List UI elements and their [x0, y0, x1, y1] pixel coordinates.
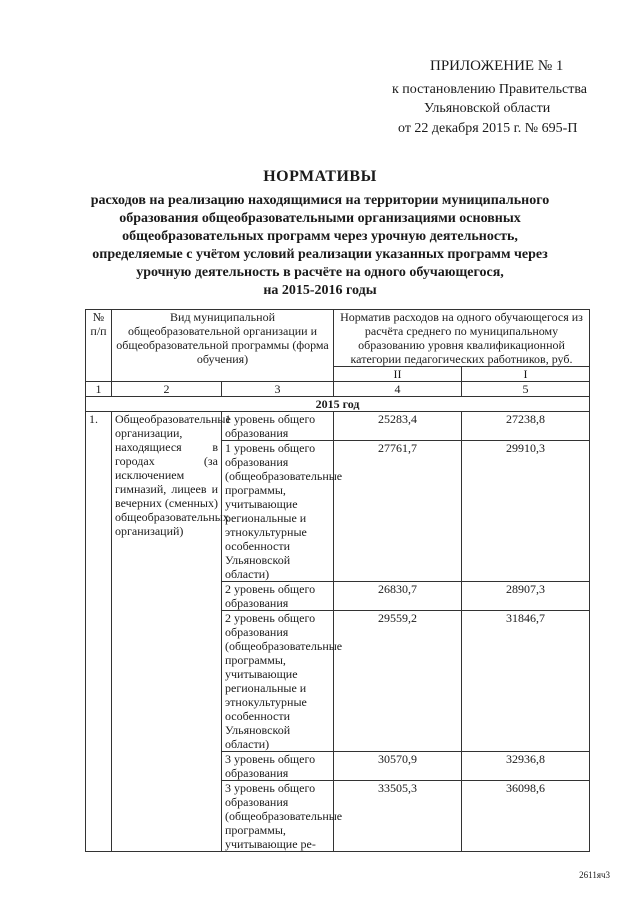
- value-cat1: 27238,8: [462, 412, 590, 441]
- col-index: 4: [334, 382, 462, 397]
- title-line-2: образования общеобразовательными организациями основных: [119, 211, 521, 226]
- resolution-date: от 22 декабря 2015 г. № 695-П: [398, 121, 578, 136]
- col-header-norm: Норматив расходов на одного обучающегося из расчёта среднего по муниципальному образованию уровня квалификационной категории педагогических работников, руб.: [334, 310, 590, 367]
- col-header-category-2: II: [334, 367, 462, 382]
- title-line-3: общеобразовательных программ через урочную деятельность,: [122, 229, 518, 244]
- document-title: НОРМАТИВЫ: [263, 168, 377, 185]
- year-row: 2015 год: [86, 397, 590, 412]
- value-cat2: 33505,3: [334, 781, 462, 852]
- title-line-4: определяемые с учётом условий реализации указанных программ через: [92, 247, 548, 262]
- program-cell: 3 уровень общего образования: [222, 752, 334, 781]
- col-header-category-1: I: [462, 367, 590, 382]
- value-cat2: 30570,9: [334, 752, 462, 781]
- org-type: Общеобразовательные организации, находящиеся в городах (за исключением гимназий, лицеев и вечерних (сменных) общеобразовательных организаций): [112, 412, 222, 852]
- value-cat1: 32936,8: [462, 752, 590, 781]
- value-cat1: 28907,3: [462, 582, 590, 611]
- document-code: 2611яч3: [579, 870, 610, 880]
- resolution-label: к постановлению Правительства: [392, 82, 588, 97]
- title-line-5: урочную деятельность в расчёте на одного обучающегося,: [136, 265, 504, 280]
- col-index: 3: [222, 382, 334, 397]
- col-index: 1: [86, 382, 112, 397]
- value-cat2: 25283,4: [334, 412, 462, 441]
- row-number: 1.: [86, 412, 112, 852]
- appendix-label: ПРИЛОЖЕНИЕ № 1: [430, 58, 564, 74]
- col-index: 2: [112, 382, 222, 397]
- value-cat1: 31846,7: [462, 611, 590, 752]
- title-line-1: расходов на реализацию находящимися на территории муниципального: [90, 193, 550, 208]
- norms-table: [85, 309, 590, 852]
- value-cat2: 29559,2: [334, 611, 462, 752]
- value-cat2: 27761,7: [334, 441, 462, 582]
- value-cat1: 29910,3: [462, 441, 590, 582]
- value-cat2: 26830,7: [334, 582, 462, 611]
- program-cell: 1 уровень общего образования (общеобразовательные программы, учитывающие региональные и этнокультурные особенности Ульяновской области): [222, 441, 334, 582]
- col-header-number: № п/п: [86, 310, 112, 382]
- title-line-6: на 2015-2016 годы: [263, 283, 377, 298]
- program-cell: 1 уровень общего образования: [222, 412, 334, 441]
- region-label: Ульяновской области: [424, 101, 551, 116]
- col-header-kind: Вид муниципальной общеобразовательной организации и общеобразовательной программы (форма обучения): [112, 310, 334, 382]
- program-cell: 2 уровень общего образования (общеобразовательные программы, учитывающие региональные и этнокультурные особенности Ульяновской области): [222, 611, 334, 752]
- value-cat1: 36098,6: [462, 781, 590, 852]
- program-cell: 3 уровень общего образования (общеобразовательные программы, учитывающие ре-: [222, 781, 334, 852]
- program-cell: 2 уровень общего образования: [222, 582, 334, 611]
- col-index: 5: [462, 382, 590, 397]
